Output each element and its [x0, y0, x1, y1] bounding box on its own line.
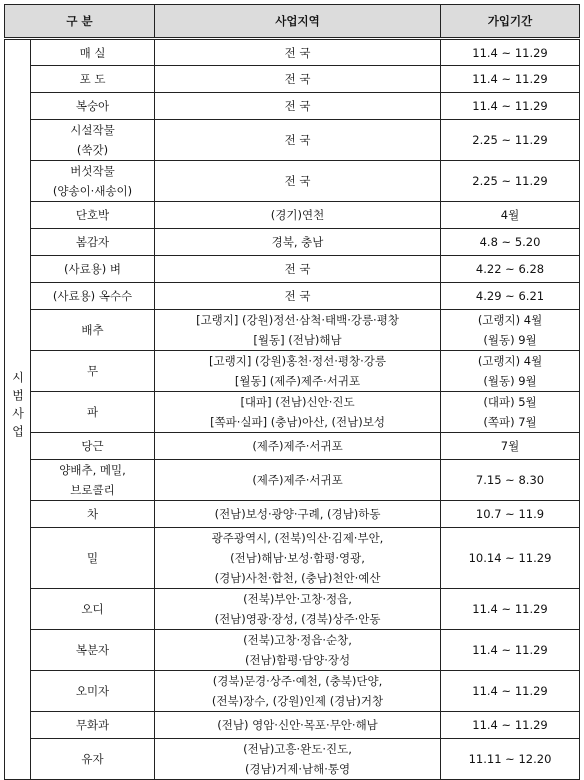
region-cell [155, 66, 441, 93]
table-row [5, 630, 580, 671]
period-text: 11.4 ~ 11.29 [472, 45, 548, 60]
region-cell [155, 392, 441, 433]
period-cell [441, 256, 580, 283]
region-text-line3: (경남)사천·합천, (충남)천안·예산 [214, 571, 381, 585]
period-text: 7.15 ~ 8.30 [475, 473, 545, 487]
crop-cell [31, 460, 155, 501]
crop-cell [31, 671, 155, 712]
region-text: (경기)연천 [270, 208, 325, 222]
period-text: 11.4 ~ 11.29 [472, 99, 548, 113]
period-text-line2: (월동) 9월 [483, 333, 537, 347]
crop-name: 복분자 [75, 643, 110, 657]
period-cell [441, 310, 580, 351]
crop-name: 봄감자 [75, 235, 110, 249]
region-text-line2: (전남)함평·담양·장성 [244, 653, 351, 667]
region-text: (제주)제주·서귀포 [252, 473, 343, 487]
crop-cell [31, 256, 155, 283]
period-text: 10.7 ~ 11.9 [475, 507, 545, 521]
region-text: [대파] (전남)신안·진도 [240, 395, 355, 409]
table-row [5, 589, 580, 630]
side-label: 시범사업 [10, 370, 25, 443]
period-text: 11.4 ~ 11.29 [472, 684, 548, 698]
period-cell [441, 589, 580, 630]
region-text: (경북)문경·상주·예천, (충북)단양, [212, 674, 383, 688]
crop-cell [31, 229, 155, 256]
crop-cell [31, 351, 155, 392]
region-cell [155, 161, 441, 202]
table-row [5, 712, 580, 739]
period-text: 2.25 ~ 11.29 [472, 174, 548, 188]
region-cell [155, 202, 441, 229]
region-text-line2: (전남)해남·보성·함평·영광, [230, 551, 365, 565]
period-text: 4.22 ~ 6.28 [475, 262, 545, 276]
region-cell [155, 283, 441, 310]
crop-name: 무 [86, 364, 99, 378]
period-cell [441, 229, 580, 256]
header-region: 사업지역 [155, 5, 441, 39]
table-row [5, 351, 580, 392]
table-row [5, 202, 580, 229]
crop-name: 파 [86, 405, 99, 419]
period-text: (고랭지) 4월 [477, 313, 543, 327]
crop-cell [31, 392, 155, 433]
period-cell [441, 283, 580, 310]
region-text: (전남) 영암·신안·목포·무안·해남 [217, 718, 378, 732]
region-text: (전북)부안·고창·정읍, [243, 592, 352, 606]
crop-cell [31, 528, 155, 589]
crop-name: 밀 [86, 551, 99, 565]
period-text: 4.8 ~ 5.20 [479, 235, 541, 249]
table-body [5, 39, 580, 780]
period-cell [441, 120, 580, 161]
region-text: 전 국 [284, 174, 311, 188]
period-text: 4.29 ~ 6.21 [475, 289, 545, 303]
crop-name: 포 도 [79, 72, 106, 86]
region-text: (전남)고흥·완도·진도, [243, 742, 352, 756]
region-cell [155, 310, 441, 351]
region-cell [155, 460, 441, 501]
table-row [5, 283, 580, 310]
region-text: [고랭지] (강원)정선·삼척·태백·강릉·평창 [196, 313, 399, 327]
table-row [5, 433, 580, 460]
crop-name: 무화과 [75, 718, 110, 732]
region-cell [155, 433, 441, 460]
table-row [5, 256, 580, 283]
period-text: 11.4 ~ 11.29 [472, 602, 548, 616]
crop-name: 단호박 [75, 208, 110, 222]
region-text: 광주광역시, (전북)익산·김제·부안, [211, 531, 384, 545]
period-text: 11.4 ~ 11.29 [472, 643, 548, 657]
crop-name: (사료용) 옥수수 [52, 289, 133, 303]
region-cell [155, 501, 441, 528]
crop-cell [31, 283, 155, 310]
region-text: [고랭지] (강원)홍천·정선·평창·강릉 [209, 354, 386, 368]
period-text-line2: (월동) 9월 [483, 374, 537, 388]
period-cell [441, 161, 580, 202]
period-text-line2: (쪽파) 7월 [483, 415, 537, 429]
table-row [5, 93, 580, 120]
region-text: 전 국 [284, 72, 311, 86]
period-cell [441, 501, 580, 528]
period-cell [441, 392, 580, 433]
region-cell [155, 589, 441, 630]
crop-name: 오미자 [75, 684, 110, 698]
period-text: (대파) 5월 [483, 395, 537, 409]
period-text: 4월 [500, 208, 520, 222]
crop-cell [31, 433, 155, 460]
table-row [5, 501, 580, 528]
region-text: 전 국 [284, 133, 311, 147]
period-cell [441, 66, 580, 93]
table-row [5, 528, 580, 589]
period-cell [441, 460, 580, 501]
region-text-line2: [월동] (전남)해남 [253, 333, 342, 347]
crop-cell [31, 161, 155, 202]
period-text: 11.11 ~ 12.20 [468, 752, 552, 766]
region-text-line2: (전남)영광·장성, (경북)상주·안동 [214, 612, 381, 626]
table-row [5, 66, 580, 93]
crop-cell [31, 202, 155, 229]
crop-name-line2: 브로콜리 [70, 483, 115, 497]
region-text-line2: [월동] (제주)제주·서귀포 [234, 374, 361, 388]
crop-name: 배추 [81, 323, 104, 337]
region-cell [155, 712, 441, 739]
table-row [5, 161, 580, 202]
crop-cell [31, 589, 155, 630]
crop-name: (사료용) 벼 [63, 262, 122, 276]
crop-name: 오디 [81, 602, 104, 616]
region-text: 전 국 [284, 289, 311, 303]
crop-name-line2: (쑥갓) [76, 143, 109, 157]
table-row [5, 39, 580, 66]
period-cell [441, 433, 580, 460]
region-text: (전북)고창·정읍·순창, [243, 633, 352, 647]
period-cell [441, 528, 580, 589]
region-text-line2: [쪽파·실파] (충남)아산, (전남)보성 [210, 415, 385, 429]
crop-name: 유자 [81, 752, 104, 766]
crop-name: 차 [86, 507, 99, 521]
table-row [5, 392, 580, 433]
crop-cell [31, 501, 155, 528]
table-row [5, 229, 580, 256]
period-cell [441, 712, 580, 739]
header-category: 구 분 [5, 5, 155, 39]
region-text: 전 국 [284, 262, 311, 276]
region-text: 경북, 충남 [271, 235, 324, 249]
crop-cell [31, 93, 155, 120]
crop-cell [31, 712, 155, 739]
region-text: 전 국 [284, 45, 311, 60]
period-cell [441, 202, 580, 229]
period-text: 11.4 ~ 11.29 [472, 718, 548, 732]
region-cell [155, 93, 441, 120]
period-text: 2.25 ~ 11.29 [472, 133, 548, 147]
region-text: (전남)보성·광양·구례, (경남)하동 [214, 507, 381, 521]
period-text: 10.14 ~ 11.29 [468, 551, 552, 565]
region-cell [155, 256, 441, 283]
crop-cell [31, 39, 155, 66]
region-cell [155, 351, 441, 392]
side-label-cell [5, 39, 31, 780]
table-row [5, 460, 580, 501]
crop-cell [31, 66, 155, 93]
region-text: 전 국 [284, 99, 311, 113]
period-cell [441, 671, 580, 712]
crop-name: 복숭아 [75, 99, 110, 113]
region-text: (제주)제주·서귀포 [252, 439, 343, 453]
period-text: (고랭지) 4월 [477, 354, 543, 368]
period-cell [441, 93, 580, 120]
period-cell [441, 351, 580, 392]
table-row [5, 120, 580, 161]
crop-name: 당근 [81, 439, 104, 453]
crop-name: 버섯작물 [70, 164, 115, 178]
region-cell [155, 528, 441, 589]
crop-cell [31, 120, 155, 161]
region-cell [155, 630, 441, 671]
header-period: 가입기간 [441, 5, 580, 39]
region-cell [155, 229, 441, 256]
period-cell [441, 630, 580, 671]
crop-name: 매 실 [79, 45, 106, 60]
period-cell [441, 39, 580, 66]
table-row [5, 310, 580, 351]
crop-name: 양배추, 메밀, [59, 463, 126, 477]
crop-cell [31, 310, 155, 351]
region-cell [155, 39, 441, 66]
period-text: 11.4 ~ 11.29 [472, 72, 548, 86]
region-cell [155, 120, 441, 161]
insurance-schedule-table [4, 4, 580, 780]
crop-name-line2: (양송이·새송이) [52, 184, 133, 198]
crop-name: 시설작물 [70, 123, 115, 137]
region-text-line2: (전북)장수, (강원)인제 (경남)거창 [211, 694, 384, 708]
region-text-line2: (경남)거제·남해·통영 [244, 762, 351, 776]
period-text: 7월 [500, 439, 520, 453]
header-row [5, 5, 580, 39]
crop-cell [31, 630, 155, 671]
table-row [5, 671, 580, 712]
region-cell [155, 671, 441, 712]
